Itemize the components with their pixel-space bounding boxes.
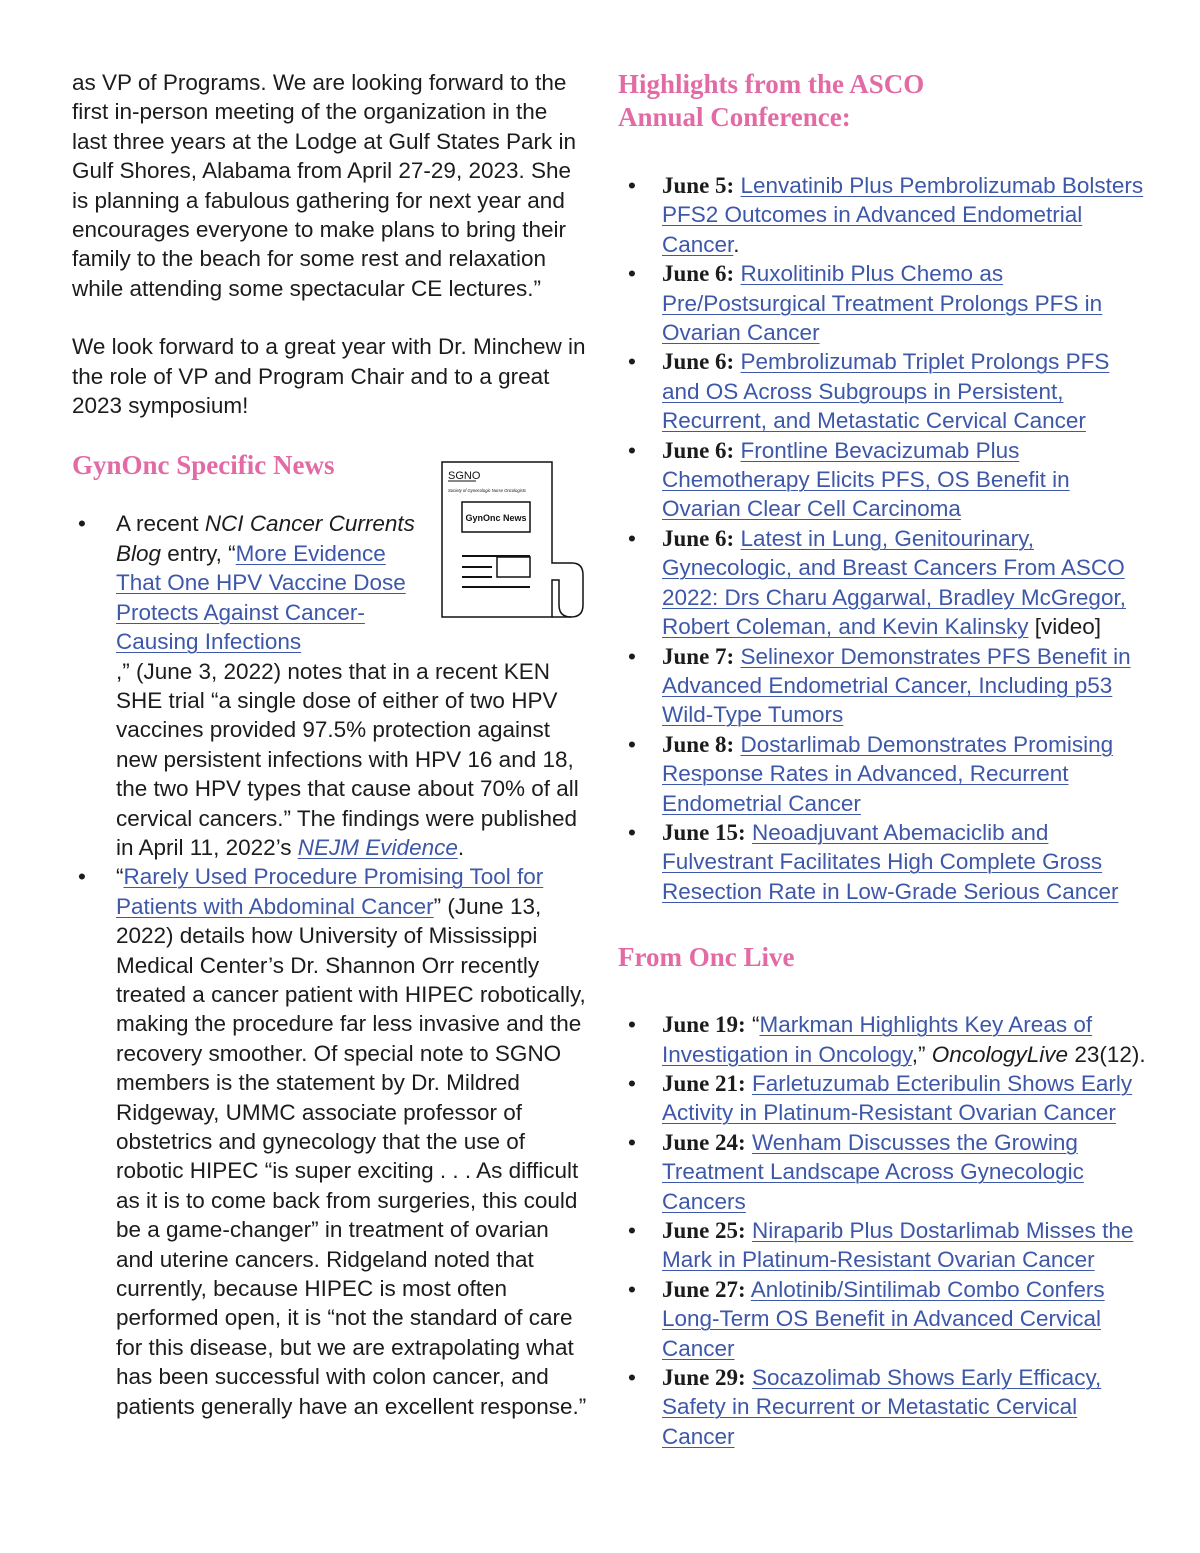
hipec-procedure-link[interactable]: Rarely Used Procedure Promising Tool for Patients with Abdominal Cancer — [116, 864, 544, 919]
item-date: June 29: — [662, 1365, 746, 1391]
item-date: June 6: — [662, 525, 735, 551]
list-item: • June 6: Latest in Lung, Genitourinary, Gynecologic, and Breast Cancers From ASCO 2022: Drs Charu Aggarwal, Bradley McGregor, Robert Coleman, and Kevin Kalinsky [video] — [628, 525, 1126, 640]
article-link[interactable]: Lenvatinib Plus Pembrolizumab Bolsters PFS2 Outcomes in Advanced Endometrial Cancer — [662, 173, 1144, 257]
item-date: June 27: — [662, 1276, 746, 1302]
item-date: June 5: — [662, 173, 735, 198]
article-link[interactable]: Socazolimab Shows Early Efficacy, Safety in Recurrent or Metastatic Cervical Cancer — [662, 1365, 1102, 1449]
onc-live-heading: From Onc Live — [618, 942, 795, 973]
right-column — [618, 68, 1148, 1451]
list-item: • “Rarely Used Procedure Promising Tool for Patients with Abdominal Cancer” (June 13, 2022) details how University of Mississippi Medical Center’s Dr. Shannon Orr recently treated a cancer patient with HIPEC robotically, making the procedure far less invasive and the recovery smoother. Of special note to SGNO members is the statement by Dr. Mildred Ridgeway, UMMC associate professor of obstetrics and gynecology that the use of robotic HIPEC “is super exciting . . . As difficult as it is to come back from surgeries, this could be a game-changer” in treatment of ovarian and uterine cancers. Ridgeland noted that currently, because HIPEC is most often performed open, it is “not the standard of care for this disease, but we are extrapolating what has been successful with colon cancer, and patients generally have an excellent response.” — [78, 864, 587, 1419]
newspaper-icon — [440, 460, 585, 620]
list-item: • June 25: Niraparib Plus Dostarlimab Misses the Mark in Platinum-Resistant Ovarian Cancer — [628, 1218, 1134, 1273]
item-date: June 15: — [662, 819, 746, 845]
gynonc-news-heading: GynOnc Specific News — [72, 450, 335, 481]
hpv-vaccine-link[interactable]: More Evidence That One HPV Vaccine Dose Protects Against Cancer-Causing Infections — [116, 540, 406, 655]
article-link[interactable]: Niraparib Plus Dostarlimab Misses the Mark in Platinum-Resistant Ovarian Cancer — [662, 1218, 1134, 1273]
item-date: June 7: — [662, 643, 735, 669]
asco-heading: Highlights from the ASCO Annual Conference: — [618, 69, 925, 132]
item-date: June 6: — [662, 261, 735, 287]
list-item: • June 7: Selinexor Demonstrates PFS Benefit in Advanced Endometrial Cancer, Including p53 Wild-Type Tumors — [628, 643, 1131, 728]
list-item: • A recent NCI Cancer Currents Blog entry, “More Evidence That One HPV Vaccine Dose Protects Against Cancer-Causing Infections — [78, 511, 415, 655]
list-item: • June 5: Lenvatinib Plus Pembrolizumab Bolsters PFS2 Outcomes in Advanced Endometrial Cancer. — [628, 173, 1144, 257]
article-link[interactable]: Neoadjuvant Abemaciclib and Fulvestrant Facilitates High Complete Gross Resection Rate in Low-Grade Serious Cancer — [662, 819, 1119, 904]
list-item: • June 8: Dostarlimab Demonstrates Promising Response Rates in Advanced, Recurrent Endometrial Cancer — [628, 731, 1114, 816]
article-link[interactable]: Frontline Bevacizumab Plus Chemotherapy Elicits PFS, OS Benefit in Ovarian Clear Cell Carcinoma — [662, 437, 1070, 522]
article-link[interactable]: Ruxolitinib Plus Chemo as Pre/Postsurgical Treatment Prolongs PFS in Ovarian Cancer — [662, 261, 1103, 346]
item-date: June 21: — [662, 1070, 746, 1096]
list-item: • June 6: Pembrolizumab Triplet Prolongs PFS and OS Across Subgroups in Persistent, Recurrent, and Metastatic Cervical Cancer — [628, 349, 1110, 434]
item-date: June 6: — [662, 437, 735, 463]
asco-list — [618, 171, 1148, 906]
item-date: June 24: — [662, 1129, 746, 1155]
svg-text:GynOnc News: GynOnc News — [465, 513, 527, 523]
article-link[interactable]: Wenham Discusses the Growing Treatment Landscape Across Gynecologic Cancers — [662, 1129, 1084, 1214]
article-link[interactable]: Latest in Lung, Genitourinary, Gynecologic, and Breast Cancers From ASCO 2022: Drs Charu Aggarwal, Bradley McGregor, Robert Coleman, and Kevin Kalinsky — [662, 525, 1126, 640]
list-item: • June 21: Farletuzumab Ecteribulin Shows Early Activity in Platinum-Resistant Ovarian Cancer — [628, 1070, 1133, 1126]
list-item: • June 29: Socazolimab Shows Early Efficacy, Safety in Recurrent or Metastatic Cervical Cancer — [628, 1365, 1102, 1449]
article-link[interactable]: Anlotinib/Sintilimab Combo Confers Long-Term OS Benefit in Advanced Cervical Cancer — [662, 1276, 1105, 1361]
logo-text: SGNO — [448, 470, 481, 482]
left-column — [72, 68, 587, 1421]
list-item: • June 6: Ruxolitinib Plus Chemo as Pre/Postsurgical Treatment Prolongs PFS in Ovarian Cancer — [628, 261, 1103, 346]
closing-paragraph: We look forward to a great year with Dr. Minchew in the role of VP and Program Chair and to a great 2023 symposium! — [72, 334, 586, 419]
list-item: • June 27: Anlotinib/Sintilimab Combo Confers Long-Term OS Benefit in Advanced Cervical Cancer — [628, 1276, 1105, 1361]
nejm-evidence-link[interactable]: NEJM Evidence — [297, 834, 458, 860]
onc-list — [618, 1069, 1148, 1451]
svg-text:Society of Gynecologic Nurse O: Society of Gynecologic Nurse Oncologists — [448, 488, 526, 493]
article-link[interactable]: Pembrolizumab Triplet Prolongs PFS and OS Across Subgroups in Persistent, Recurrent, and Metastatic Cervical Cancer — [662, 349, 1110, 434]
list-item: • June 24: Wenham Discusses the Growing Treatment Landscape Across Gynecologic Cancers — [628, 1129, 1084, 1214]
article-link[interactable]: Selinexor Demonstrates PFS Benefit in Advanced Endometrial Cancer, Including p53 Wild-Type Tumors — [662, 643, 1131, 728]
list-item: • June 15: Neoadjuvant Abemaciclib and Fulvestrant Facilitates High Complete Gross Resection Rate in Low-Grade Serious Cancer — [628, 819, 1119, 904]
item-date: June 25: — [662, 1218, 746, 1243]
item-date: June 6: — [662, 349, 735, 375]
article-link[interactable]: Dostarlimab Demonstrates Promising Response Rates in Advanced, Recurrent Endometrial Cancer — [662, 731, 1114, 816]
item-date: June 8: — [662, 731, 735, 757]
markman-link[interactable]: Markman Highlights Key Areas of Investigation in Oncology — [662, 1012, 1093, 1067]
article-link[interactable]: Farletuzumab Ecteribulin Shows Early Activity in Platinum-Resistant Ovarian Cancer — [662, 1070, 1133, 1126]
list-item-continued: ,” (June 3, 2022) notes that in a recent KEN SHE trial “a single dose of either of two HPV vaccines provided 97.5% protection against new persistent infections with HPV 16 and 18, the two HPV types that cause about 70% of all cervical cancers.” The findings were published in April 11, 2022’s NEJM Evidence. — [116, 658, 579, 860]
list-item: • June 6: Frontline Bevacizumab Plus Chemotherapy Elicits PFS, OS Benefit in Ovarian Clear Cell Carcinoma — [628, 437, 1070, 522]
list-item: • June 19: “Markman Highlights Key Areas of Investigation in Oncology,” OncologyLive 23(12). — [628, 1012, 1146, 1067]
intro-paragraph: as VP of Programs. We are looking forward to the first in-person meeting of the organization in the last three years at the Lodge at Gulf States Park in Gulf Shores, Alabama from April 27-29, 2023. She is planning a fabulous gathering for next year and encourages everyone to make plans to bring their family to the beach for some rest and relaxation while attending some spectacular CE lectures.” — [72, 70, 577, 301]
